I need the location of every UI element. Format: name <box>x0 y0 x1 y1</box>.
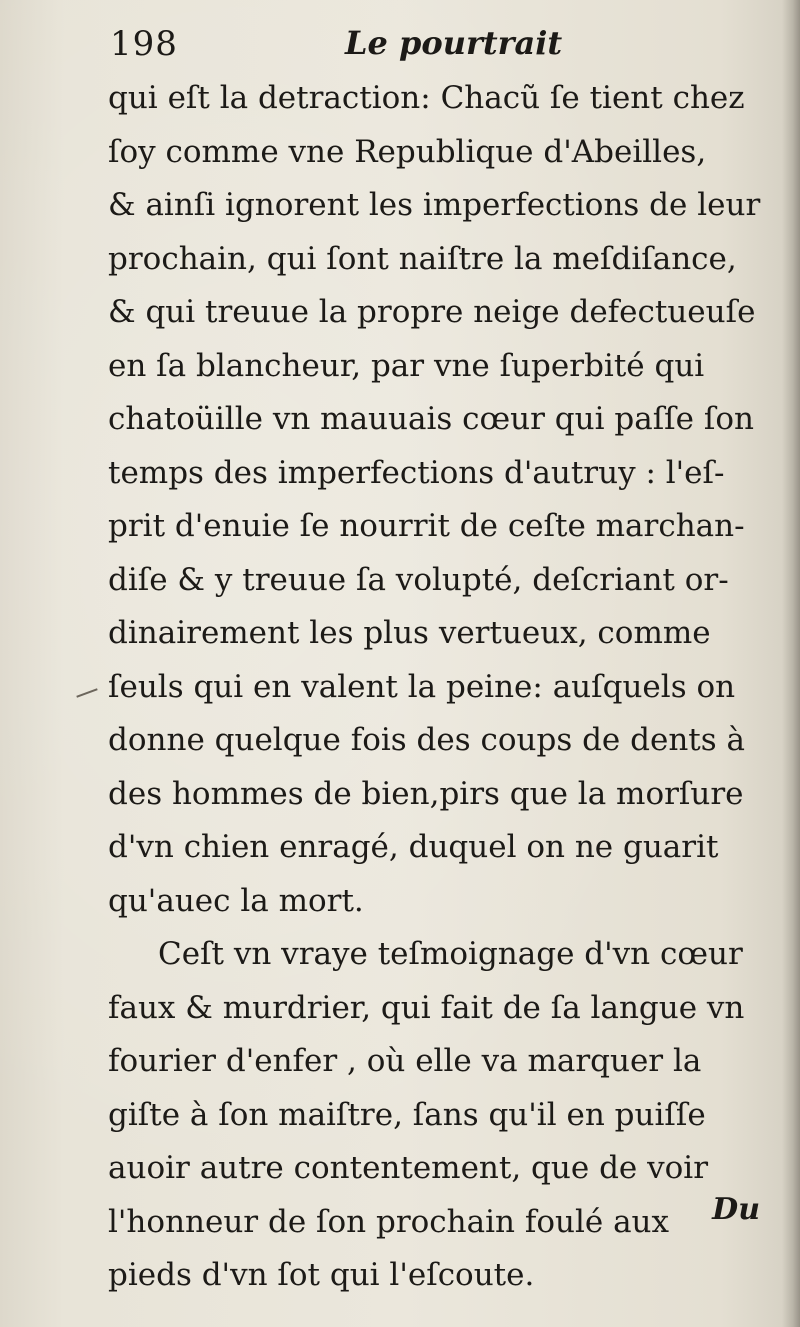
page-number: 198 <box>110 24 178 64</box>
margin-mark <box>76 688 97 697</box>
page-header <box>110 18 670 78</box>
text-line: giſte à ſon maiſtre, ſans qu'il en puiſſe <box>108 1096 706 1133</box>
text-line: l'honneur de ſon prochain foulé aux <box>108 1203 669 1240</box>
text-line: chatoüille vn mauuais cœur qui paſſe ſon <box>108 401 754 437</box>
page-gutter-shadow <box>782 0 800 1327</box>
text-line: temps des imperfections d'autruy : l'eſ- <box>108 454 725 491</box>
text-line: & qui treuue la propre neige defectueuſe <box>108 294 756 330</box>
text-line: des hommes de bien,pirs que la morſure <box>108 775 744 812</box>
text-line: pieds d'vn ſot qui l'eſcoute. <box>108 1257 535 1293</box>
text-line: prochain, qui ſont naiſtre la meſdiſance, <box>108 240 737 277</box>
text-line: prit d'enuie ſe nourrit de ceſte marchan- <box>108 508 745 544</box>
text-line: d'vn chien enragé, duquel on ne guarit <box>108 829 719 865</box>
text-line: ſoy comme vne Republique d'Abeilles, <box>108 133 707 170</box>
paragraph-start-line: Ceſt vn vraye teſmoignage d'vn cœur <box>158 936 743 972</box>
text-line: faux & murdrier, qui fait de ſa langue vn <box>108 989 745 1026</box>
text-line: donne quelque fois des coups de dents à <box>108 722 745 758</box>
text-line: qui eſt la detraction: Chacũ ſe tient chez <box>108 80 745 116</box>
text-line: qu'auec la mort. <box>108 882 364 919</box>
text-line: fourier d'enfer , où elle va marquer la <box>108 1043 702 1079</box>
body-text <box>108 72 768 1303</box>
text-line: ſeuls qui en valent la peine: auſquels on <box>108 668 736 705</box>
text-line: auoir autre contentement, que de voir <box>108 1150 709 1186</box>
text-line: en ſa blancheur, par vne ſuperbité qui <box>108 347 705 384</box>
text-line: diſe & y treuue ſa volupté, deſcriant or- <box>108 561 729 598</box>
text-line: & ainſi ignorent les imperfections de leur <box>108 187 761 223</box>
running-title: Le pourtrait <box>345 24 563 62</box>
catchword: Du <box>712 1192 760 1227</box>
text-line: dinairement les plus vertueux, comme <box>108 615 711 651</box>
